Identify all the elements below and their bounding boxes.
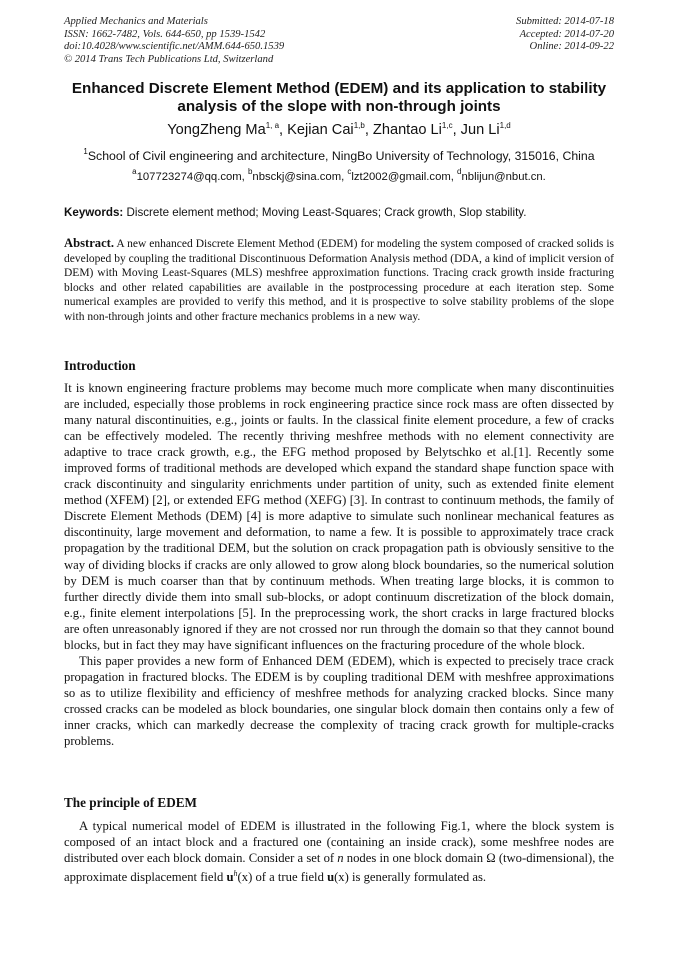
displacement-symbol: u: [226, 870, 234, 885]
keywords-text: Discrete element method; Moving Least-Squares; Crack growth, Slop stability.: [126, 206, 527, 219]
abstract-label: Abstract.: [64, 236, 115, 250]
author-name: YongZheng Ma: [167, 122, 266, 138]
introduction-body: [64, 380, 614, 749]
principle-heading: The principle of EDEM: [64, 795, 197, 810]
author-name: Zhantao Li: [372, 122, 442, 138]
email-sup: c: [347, 167, 352, 176]
principle-paragraph-1: [64, 818, 614, 885]
introduction-heading: Introduction: [64, 358, 136, 373]
email-address[interactable]: lzt2002@gmail.com: [351, 171, 451, 183]
position-argument: (x): [237, 870, 253, 885]
journal-header: [64, 16, 284, 66]
email-sup: d: [457, 167, 462, 176]
author-name: Jun Li: [460, 122, 500, 138]
displacement-symbol-true: u: [327, 870, 335, 885]
email-address[interactable]: nbsckj@sina.com: [252, 171, 342, 183]
abstract: [64, 236, 614, 325]
author-affil-sup: 1,d: [499, 121, 511, 130]
author-list: YongZheng Ma$^{1, a}$, Kejian Cai$^{1,b}$, Zhantao Li$^{1,c}$, Jun Li$^{1,d}$: [167, 121, 511, 138]
introduction-paragraph-1: It is known engineering fracture problems may become much more complicate when many discontinuities are included, especially those problems in rock engineering practice since rock mass are often dissected by many natural discontinuities, e.g., joints or faults. In the classical finite element procedure, a few of cracks can be effectively modeled. The recently thriving meshfree methods with no element connectivity are adaptive to trace crack growth, e.g., the EFG method proposed by Belytschko et al.[1]. Recently some improved forms of traditional methods are developed which expand the standard shape function space with crack discontinuity and singularity enrichments under partition of unity, such as extended finite element method (XFEM) [2], or extended EFG method (XEFG) [3]. In contrast to continuum methods, the family of Discrete Element Methods (DEM) [4] is more adaptive to simulate such nonlinear mechanical features as discontinuity, large movement and deformation, to name a few. It is possible to approximately trace crack propagation by the traditional DEM, but the solution on crack propagation path is obviously sensitive to the way of dividing blocks if cracks are only allowed to grow along block boundaries, so the numerical solution by DEM is much coarser than that by continuum methods. When treating large blocks, it is common to further directly divide them into small sub-blocks, or adopt continuum discretization of the block domain, e.g., finite element interpolations [5]. In the preprocessing work, the short cracks in large fractured blocks are often unreasonably ignored if they are not crossed nor run through the domain so that they cannot bound blocks, but in fact they may have significant influences on the fracturing procedure of the whole block.: [64, 381, 614, 652]
principle-text-part-1: A typical numerical model of EDEM is illustrated in the following Fig.1, where the block system is composed of an intact block and a fractured one (containing an inside crack), some meshfree nodes are distributed over each block domain. Consider a set of: [64, 819, 614, 866]
author-affil-sup: 1, a: [265, 121, 280, 130]
keywords: [64, 206, 614, 220]
submitted-date: Submitted: 2014-07-18: [516, 16, 614, 27]
issn-line: ISSN: 1662-7482, Vols. 644-650, pp 1539-1542: [64, 28, 266, 40]
dates-header: [516, 16, 614, 54]
position-argument-true: (x): [334, 870, 349, 885]
affiliation-text: School of Civil engineering and architecture, NingBo University of Technology, 315016, China: [87, 149, 595, 163]
email-address[interactable]: nblijun@nbut.cn.: [461, 171, 546, 183]
principle-text-part-2: nodes in one block domain Ω (two-dimensional), the approximate displacement field: [64, 851, 614, 885]
affiliation-sup: 1: [83, 147, 88, 156]
introduction-paragraph-2: This paper provides a new form of Enhanced DEM (EDEM), which is expected to precisely trace crack propagation in fractured blocks. The EDEM is by coupling traditional DEM with meshfree approximations so as to utilize flexibility and efficiency of meshfree methods for analyzing cracked blocks. Since many crossed cracks can be modeled as block boundaries, one singular block domain then contains only a few of inner cracks, which can markedly decrease the complexity of tracing crack growth for multiple-cracks problems.: [64, 653, 614, 749]
email-address[interactable]: 107723274@qq.com: [136, 171, 242, 183]
abstract-text: A new enhanced Discrete Element Method (EDEM) for modeling the system composed of cracked solids is developed by coupling the traditional Discontinuous Deformation Analysis method (DDA, a kind of implicit version of DEM) with Moving Least-Squares (MLS) meshfree approximation functions. Tracing crack growth inside fracturing blocks and other related capabilities are available in the postprocessing procedure at each iteration step. Some numerical examples are provided to verify this method, and it is prospective to solve stability problems of the slope with non-through joints and other fracture mechanics problems in a new way.: [64, 238, 615, 323]
email-sup: a: [132, 167, 137, 176]
accepted-date: Accepted: 2014-07-20: [519, 28, 614, 40]
principle-text-part-4: is generally formulated as.: [348, 870, 487, 885]
keywords-label: Keywords:: [64, 206, 124, 219]
copyright-line: © 2014 Trans Tech Publications Ltd, Switzerland: [64, 53, 274, 65]
doi-line[interactable]: doi:10.4028/www.scientific.net/AMM.644-650.1539: [64, 41, 285, 53]
principle-text-part-3: of a true field: [252, 870, 328, 885]
author-affil-sup: 1,b: [353, 121, 365, 130]
email-list: $^a$107723274@qq.com, $^b$nbsckj@sina.com, $^c$lzt2002@gmail.com, $^d$nblijun@nbut.cn.: [132, 167, 546, 183]
node-count-symbol: n: [337, 851, 344, 866]
email-sup: b: [247, 167, 253, 176]
author-affil-sup: 1,c: [441, 121, 453, 130]
online-date: Online: 2014-09-22: [529, 41, 614, 53]
approx-superscript: h: [233, 869, 238, 879]
journal-name: Applied Mechanics and Materials: [64, 16, 208, 27]
author-name: Kejian Cai: [287, 122, 354, 138]
principle-body: [64, 818, 614, 885]
affiliation: [64, 149, 614, 164]
paper-title: Enhanced Discrete Element Method (EDEM) and its application to stability analysis of the slope with non-through joints: [71, 80, 607, 115]
